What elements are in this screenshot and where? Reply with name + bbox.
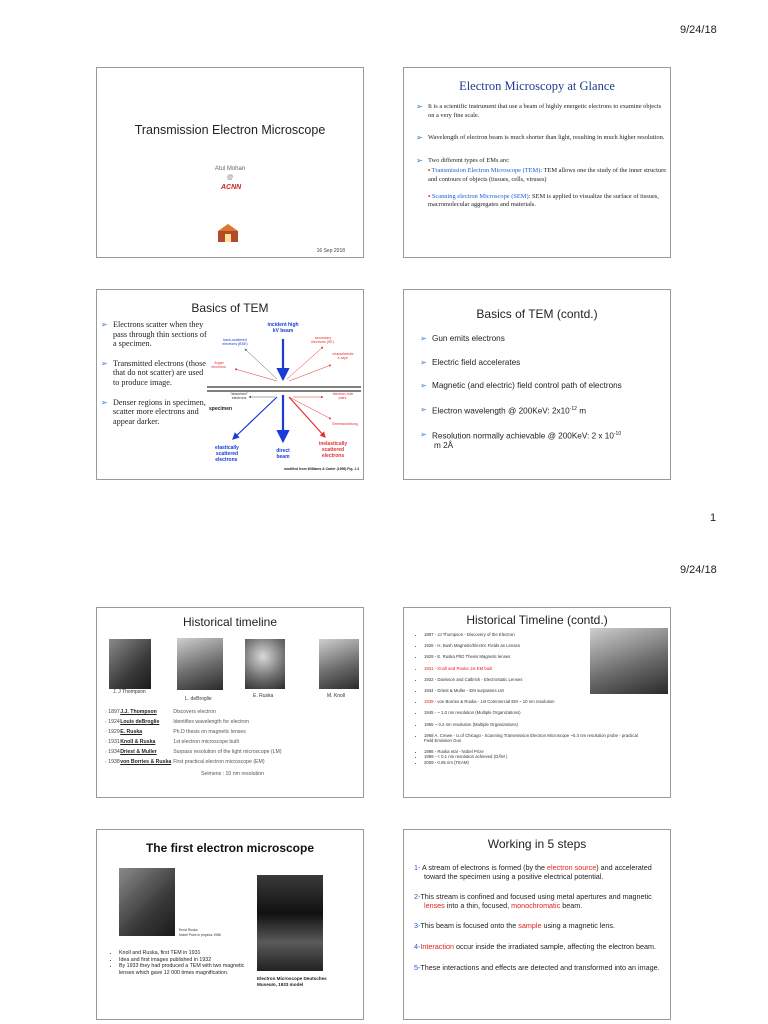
page-date: 9/24/18: [680, 24, 717, 36]
arrow-bullet-icon: ➢: [420, 381, 427, 391]
tem-bullets: [101, 320, 207, 426]
debroglie-photo: [177, 638, 223, 690]
list-item: • 1939 - von Borries & Ruska - 1st Commercial EM ~ 10 nm resolution: [424, 699, 671, 704]
slide-basics-tem: [96, 289, 364, 480]
arrow-bullet-icon: ➢: [101, 397, 108, 407]
photo-caption: J. J Thompson: [113, 689, 146, 695]
timeline-row: › 1938von Borries & Ruska First practical electron microscope (EM): [105, 759, 265, 765]
arrow-bullet-icon: ➢: [420, 334, 427, 343]
list-item: • Idea and first images published in 1932: [119, 957, 249, 964]
list-item: • 1929 - E. Ruska PhD Thesis Magnetic lenses: [424, 654, 671, 659]
timeline-row: › 1929E. Ruska Ph.D thesis on magnetic lenses: [105, 729, 246, 735]
slide-heading: Basics of TEM (contd.): [476, 307, 598, 321]
arrow-bullet-icon: ➢: [420, 430, 427, 440]
acnn-logo: ACNN: [221, 184, 242, 191]
step-item: 2-This stream is confined and focused using metal apertures and magnetic lenses into a thin, focused, monochromatic beam.: [414, 892, 652, 910]
svg-text:inelasticallyscatteredelectron: inelastically scattered electrons: [318, 441, 348, 459]
tem-description: ▪ Transmission Electron Microscope (TEM): TEM allows one the study of the inner structure and contours of objects (tissues, cells, viruses): [428, 167, 667, 183]
slide-heading: Basics of TEM: [191, 301, 269, 315]
list-item: • 1931 - Knoll and Ruska 1st EM built: [424, 666, 671, 671]
svg-text:secondaryelectrons (SE): secondary electrons (SE) characteristic X-rays Auger electrons electron-hole pairs Bremsstrahlung: [211, 336, 358, 426]
step-item: 4-Interaction occur inside the irradiated sample, affecting the electron beam.: [414, 941, 656, 951]
list-item: • 2009 - 0.05 nm (TEAM): [424, 760, 671, 765]
list-item: • 1986 - Ruska etal - Nobel Prize: [424, 749, 671, 754]
svg-text:back-scatteredelectrons (BSE): back-scattered electrons (BSE): [222, 338, 248, 346]
slide-historical-timeline-contd: [403, 607, 671, 798]
slide-title: [96, 67, 364, 258]
sem-description: ▪ Scanning electron Microscope (SEM): SEM is applied to visualize the surface of tissues, macromolecular aggregates and materials.: [428, 192, 659, 209]
thompson-photo: [109, 639, 151, 689]
arrow-bullet-icon: ➢: [416, 102, 423, 111]
step-item: 3-This beam is focused onto the sample using a magnetic lens.: [414, 921, 615, 931]
list-item: • 1934 - Driest & Muller - EM surpasses LM: [424, 688, 671, 693]
svg-text:elasticallyscatteredelectrons: elastically scattered electrons direct beam: [215, 445, 290, 463]
bullet-item: ➢ Electrons scatter when they pass through thin sections of a specimen.: [101, 320, 207, 349]
bullet-item: ➢ Two different types of EMs are: ▪ Transmission Electron Microscope (TEM): TEM allows one the study of the inner structure and contours of objects (tissues, cells, viruses) ▪ Scanning electron Microscope (SEM): SEM is applied to visualize the surface of tissues, macromolecular aggregates and materials.: [416, 155, 667, 209]
first-em-bullets: [109, 950, 249, 976]
slide-heading: Working in 5 steps: [487, 837, 587, 851]
tem-contd-bullets: [420, 334, 668, 451]
bullet-item: ➢ Gun emits electrons: [420, 334, 505, 343]
photo-caption: L. deBroglie: [185, 696, 212, 702]
svg-text:modified from Williams & Carte: modified from Williams & Carter (1996) Fig. 1.3: [284, 467, 359, 471]
bullet-item: ➢ Denser regions in specimen, scatter more electrons and appear darker.: [101, 397, 206, 426]
slide-heading: Historical Timeline (contd.): [466, 613, 608, 627]
arrow-bullet-icon: ➢: [101, 320, 108, 329]
timeline-row: › 1931Knoll & Ruska 1st electron microscope built: [105, 739, 239, 745]
step-item: 5-These interactions and effects are detected and transformed into an image.: [414, 962, 660, 972]
timeline-row: › 1934Driest & Muller Surpass resolution of the light microscope (LM): [105, 749, 282, 755]
timeline-row: › 1924Louis deBroglie Identifies wavelength for electron: [105, 719, 250, 725]
slide-em-at-glance: [403, 67, 671, 258]
slide-working-5-steps: [403, 829, 671, 1020]
list-item: • 1926 - H. Bush Magnetic/Electric Fields as Lenses: [424, 643, 671, 648]
list-item: • By 1933 they had produced a TEM with two magnetic lenses which gave 12 000 times magnification.: [119, 963, 249, 976]
slide-date: 16 Sep 2018: [316, 248, 345, 254]
slide-heading: Historical timeline: [182, 615, 278, 629]
arrow-bullet-icon: ➢: [416, 133, 423, 143]
arrow-bullet-icon: ➢: [101, 358, 108, 368]
portrait-caption: Ernst Ruska Nobel Prize in physics 1986: [179, 928, 221, 937]
svg-text:specimen: specimen: [209, 406, 233, 412]
em-1933-photo: [257, 875, 323, 971]
list-item: • 1965 ~ 0.2 nm resolution (Multiple Organizations): [424, 722, 671, 727]
slide-heading: The first electron microscope: [145, 841, 315, 855]
slide-first-em: [96, 829, 364, 1020]
glance-bullets: [416, 103, 668, 210]
list-item: • 1999 - < 0.1 nm resolution achieved (OÅM ): [424, 754, 671, 759]
list-item: • Knoll and Ruska, first TEM in 1931: [119, 950, 249, 957]
slide-title-heading: Transmission Electron Microscope: [134, 123, 326, 137]
institute-logo: [217, 223, 239, 243]
timeline-contd-list: [418, 632, 671, 765]
slide-basics-tem-contd: [403, 289, 671, 480]
author-name: Atul Mohan: [214, 166, 246, 172]
author-at: @: [226, 175, 234, 181]
arrow-bullet-icon: ➢: [420, 357, 427, 367]
arrow-bullet-icon: ➢: [416, 155, 423, 165]
list-item: • 1932 - Davisson and Calbrick - Electrostatic Lenses: [424, 677, 671, 682]
bullet-item: ➢ Electron wavelength @ 200KeV: $2x10^{-12}$ m: [420, 404, 587, 416]
knoll-photo: [319, 639, 359, 689]
bullet-item: ➢ It is a scientific instrument that use a beam of highly energetic electrons to examine objects on a very fine scale.: [416, 102, 662, 119]
bullet-item: ➢ Electric field accelerates: [420, 357, 521, 367]
slide-historical-timeline: [96, 607, 364, 798]
scattering-diagram: [205, 317, 363, 479]
list-item: • 1897 - JJ Thompson - Discovery of the Electron: [424, 632, 671, 637]
bullet-item: ➢ Wavelength of electron beam is much shorter than light, resulting in much higher resolution.: [416, 133, 665, 143]
bullet-item: ➢ Magnetic (and electric) field control path of electrons: [420, 381, 622, 391]
ruska-portrait-photo: [119, 868, 175, 936]
photo-caption: M. Knoll: [327, 693, 346, 699]
list-item: • 1968 A. Crewe - U.of Chicago - Scanning Transmission Electron Microscope ~0.3 nm resolution probe - practical Field Emission Gun: [424, 733, 644, 743]
timeline-row: › 1897J.J. Thompson Discovers electron: [105, 709, 216, 715]
bullet-item: ➢ Resolution normally achievable @ 200KeV: 2 x $10^{-10}$ m 2Å: [420, 430, 622, 451]
svg-text:"absorbed"electrons: "absorbed" electrons: [230, 392, 248, 400]
timeline-row: Seimens : 10 nm resolution: [201, 771, 264, 777]
page-date: 9/24/18: [680, 564, 717, 576]
slide-heading: Electron Microscopy at Glance: [459, 79, 615, 93]
step-item: 1- A stream of electrons is formed (by the electron source) and accelerated toward the specimen using a positive electrical potential.: [414, 863, 652, 881]
arrow-bullet-icon: ➢: [420, 404, 427, 414]
ruska-photo: [245, 639, 285, 689]
bullet-item: ➢ Transmitted electrons (those that do not scatter) are used to produce image.: [101, 358, 206, 387]
photo-caption: E. Ruska: [253, 693, 274, 699]
list-item: • 1945 - ~ 1.0 nm resolution (Multiple Organizations): [424, 710, 671, 715]
page-number: 1: [710, 512, 717, 524]
svg-text:incident highkV beam: incident high kV beam: [267, 322, 299, 334]
steps-list: [414, 864, 666, 972]
machine-caption: Electron Microscope Deutsches Museum, 1933 model: [257, 976, 327, 987]
